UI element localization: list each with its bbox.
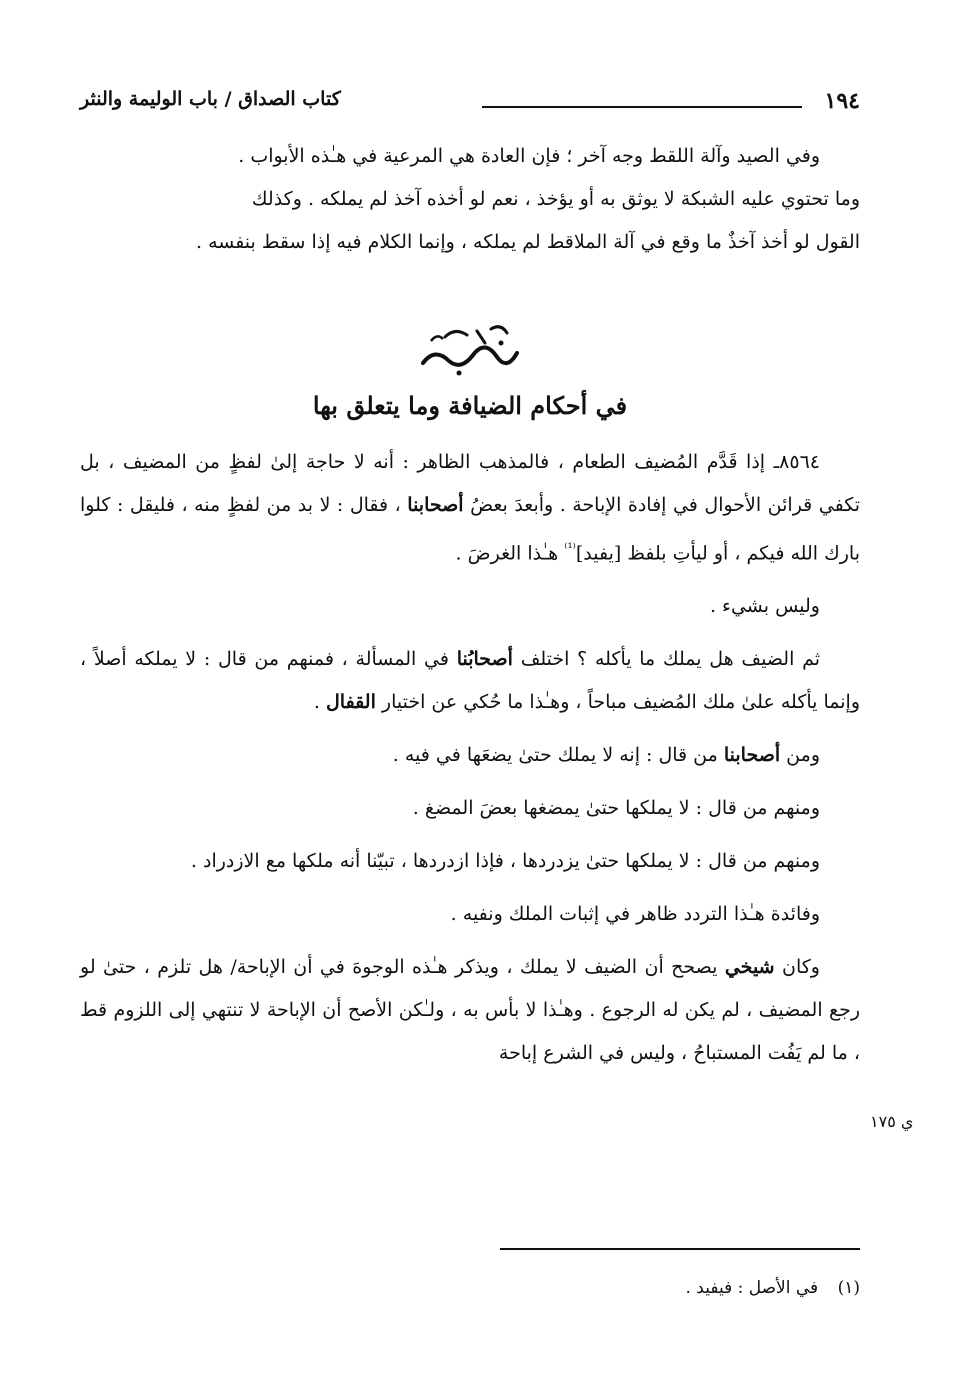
text-run: هـٰذا الغرضَ . [455, 542, 565, 565]
bold-term: أصحابُنا [456, 648, 513, 671]
running-title: كتاب الصداق / باب الوليمة والنثر [80, 88, 341, 110]
paragraph [80, 946, 860, 1075]
section-title: في أحكام الضيافة وما يتعلق بها [312, 391, 628, 420]
paragraph [80, 787, 860, 830]
fasl-ornament [80, 312, 860, 384]
page-header [80, 82, 860, 122]
footnote-text: في الأصل : فيفيد . [685, 1278, 819, 1298]
paragraph [80, 893, 860, 936]
bold-term: القفال [325, 691, 376, 714]
header-rule [482, 106, 802, 108]
paragraph [80, 734, 860, 777]
bold-term: شيخي [724, 956, 775, 979]
text-run: من قال : إنه لا يملك حتىٰ يضعَها في فيه . [392, 744, 724, 767]
intro-line: وفي الصيد وآلة اللقط وجه آخر ؛ فإن العادة هي المرعية في هـٰذه الأبواب . [238, 145, 820, 167]
footnote-number: (١) [837, 1278, 860, 1298]
page-body [80, 135, 860, 1075]
footnote-rule [500, 1248, 860, 1250]
footnote-ref: ⁽¹⁾ [564, 541, 576, 556]
paragraph [80, 441, 860, 575]
text-run: ٨٥٦٤ـ إذا قَدَّم المُضيف الطعام ، فالمذهب الظاهر : أنه لا حاجة إلىٰ لفظٍ من المضيف ، بل تكفي قرائن الأحوال في إفادة الإباحة . وأبعدَ بعضُ [80, 451, 860, 516]
margin-folio-note: ي ١٧٥ [870, 1112, 914, 1131]
fasl-calligraphy-icon [415, 317, 525, 381]
bold-term: أصحابنا [407, 494, 464, 516]
text-run: ثم الضيف هل يملك ما يأكله ؟ اختلف [512, 648, 820, 671]
text-run: وليس بشيء . [709, 595, 820, 618]
text-run: وفائدة هـٰذا التردد ظاهر في إثبات الملك ونفيه . [450, 903, 820, 926]
text-run: ومنهم من قال : لا يملكها حتىٰ يمضغها بعضَ المضغ . [412, 797, 820, 820]
text-run: في المسألة ، فمنهم من قال : لا يملكه أصلاً ، وإنما يأكله علىٰ ملك المُضيف مباحاً ، وهـٰذا ما حُكي عن اختيار [80, 648, 860, 714]
paragraph [80, 840, 860, 883]
text-run: . [313, 691, 326, 714]
intro-line: وما تحتوي عليه الشبكة لا يوثق به أو يؤخذ ، نعم لو أخذه آخذ لم يملكه . وكذلك [251, 188, 860, 210]
paragraph [80, 585, 860, 628]
page-number: ١٩٤ [824, 88, 860, 114]
text-run: ومن [780, 744, 820, 767]
text-run: ، فقال : لا بد من لفظٍ منه ، فليقل : كلوا بارك الله فيكم ، أو ليأتِ بلفظ [يفيد] [80, 494, 860, 565]
paragraph [80, 638, 860, 724]
text-run: يصحح أن الضيف لا يملك ، ويذكر هـٰذه الوجوهَ في أن الإباحة/ هل تلزم ، حتىٰ لو رجع المضيف ، لم يكن له الرجوع . وهـٰذا لا بأس به ، ولـٰكن الأصح أن الإباحة لا تنتهي إلى اللزوم قط ، ما لم يَفُت المستباحُ ، وليس في الشرع إباحة [80, 956, 860, 1065]
bold-term: أصحابنا [723, 744, 781, 767]
footnote [80, 1278, 860, 1298]
text-run: ومنهم من قال : لا يملكها حتىٰ يزدردها ، فإذا ازدردها ، تبيّنا أنه ملكها مع الازدراد . [190, 850, 820, 873]
intro-line: القول لو أخذ آخذٌ ما وقع في آلة الملاقط لم يملكه ، وإنما الكلام فيه إذا سقط بنفسه . [195, 231, 860, 253]
text-run: وكان [774, 956, 820, 979]
